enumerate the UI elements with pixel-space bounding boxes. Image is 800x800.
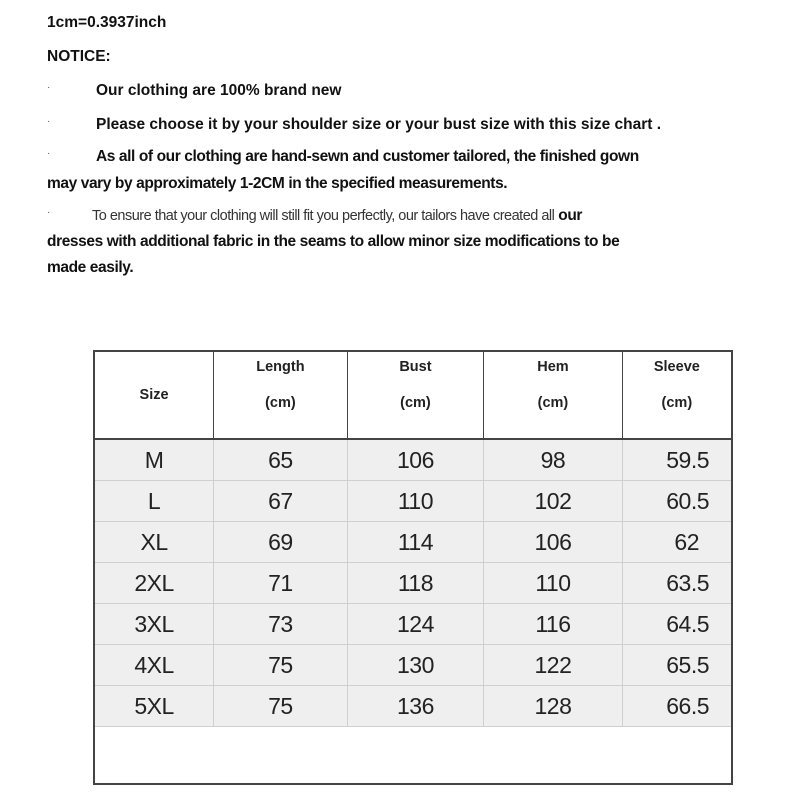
cell-hem: 122 [484,645,623,686]
header-hem: Hem (cm) [484,351,623,439]
cell-sleeve: 60.5 [622,481,732,522]
cell-length: 65 [214,439,348,481]
cell-bust: 110 [347,481,484,522]
cell-hem: 106 [484,522,623,563]
cell-bust: 130 [347,645,484,686]
cell-sleeve: 66.5 [622,686,732,727]
cell-bust: 114 [347,522,484,563]
cell-size: L [94,481,214,522]
cell-size: 2XL [94,563,214,604]
header-bust: Bust (cm) [347,351,484,439]
cell-sleeve: 63.5 [622,563,732,604]
header-length: Length (cm) [214,351,348,439]
cell-length: 71 [214,563,348,604]
cell-bust: 106 [347,439,484,481]
unit-conversion: 1cm=0.3937inch [47,14,167,31]
bullet-icon: · [47,148,50,159]
cell-hem: 110 [484,563,623,604]
bullet-icon: · [47,207,50,218]
cell-sleeve: 62 [622,522,732,563]
cell-size: 5XL [94,686,214,727]
table-row [94,645,732,686]
header-sleeve: Sleeve (cm) [622,351,732,439]
table-row [94,481,732,522]
cell-length: 75 [214,686,348,727]
cell-length: 75 [214,645,348,686]
bullet-icon: · [47,116,51,127]
cell-size: 3XL [94,604,214,645]
cell-hem: 102 [484,481,623,522]
cell-size: 4XL [94,645,214,686]
table-blank-row [94,727,732,785]
table-row [94,563,732,604]
cell-hem: 128 [484,686,623,727]
size-chart-table [93,350,733,785]
header-size: Size [94,351,214,439]
cell-hem: 98 [484,439,623,481]
table-row [94,522,732,563]
cell-sleeve: 65.5 [622,645,732,686]
cell-size: XL [94,522,214,563]
cell-sleeve: 64.5 [622,604,732,645]
notice-item-continuation: may vary by approximately 1-2CM in the specified measurements. [47,175,508,192]
cell-hem: 116 [484,604,623,645]
cell-bust: 124 [347,604,484,645]
table-row [94,686,732,727]
table-row [94,439,732,481]
bullet-icon: · [47,82,51,93]
cell-bust: 136 [347,686,484,727]
cell-sleeve: 59.5 [622,439,732,481]
cell-length: 73 [214,604,348,645]
cell-length: 67 [214,481,348,522]
cell-length: 69 [214,522,348,563]
table-row [94,604,732,645]
notice-item-continuation: dresses with additional fabric in the seams to allow minor size modifications to be [47,233,620,250]
table-header-row [94,351,732,439]
cell-size: M [94,439,214,481]
notice-item-continuation: made easily. [47,259,134,276]
cell-bust: 118 [347,563,484,604]
notice-title: NOTICE: [47,48,111,65]
